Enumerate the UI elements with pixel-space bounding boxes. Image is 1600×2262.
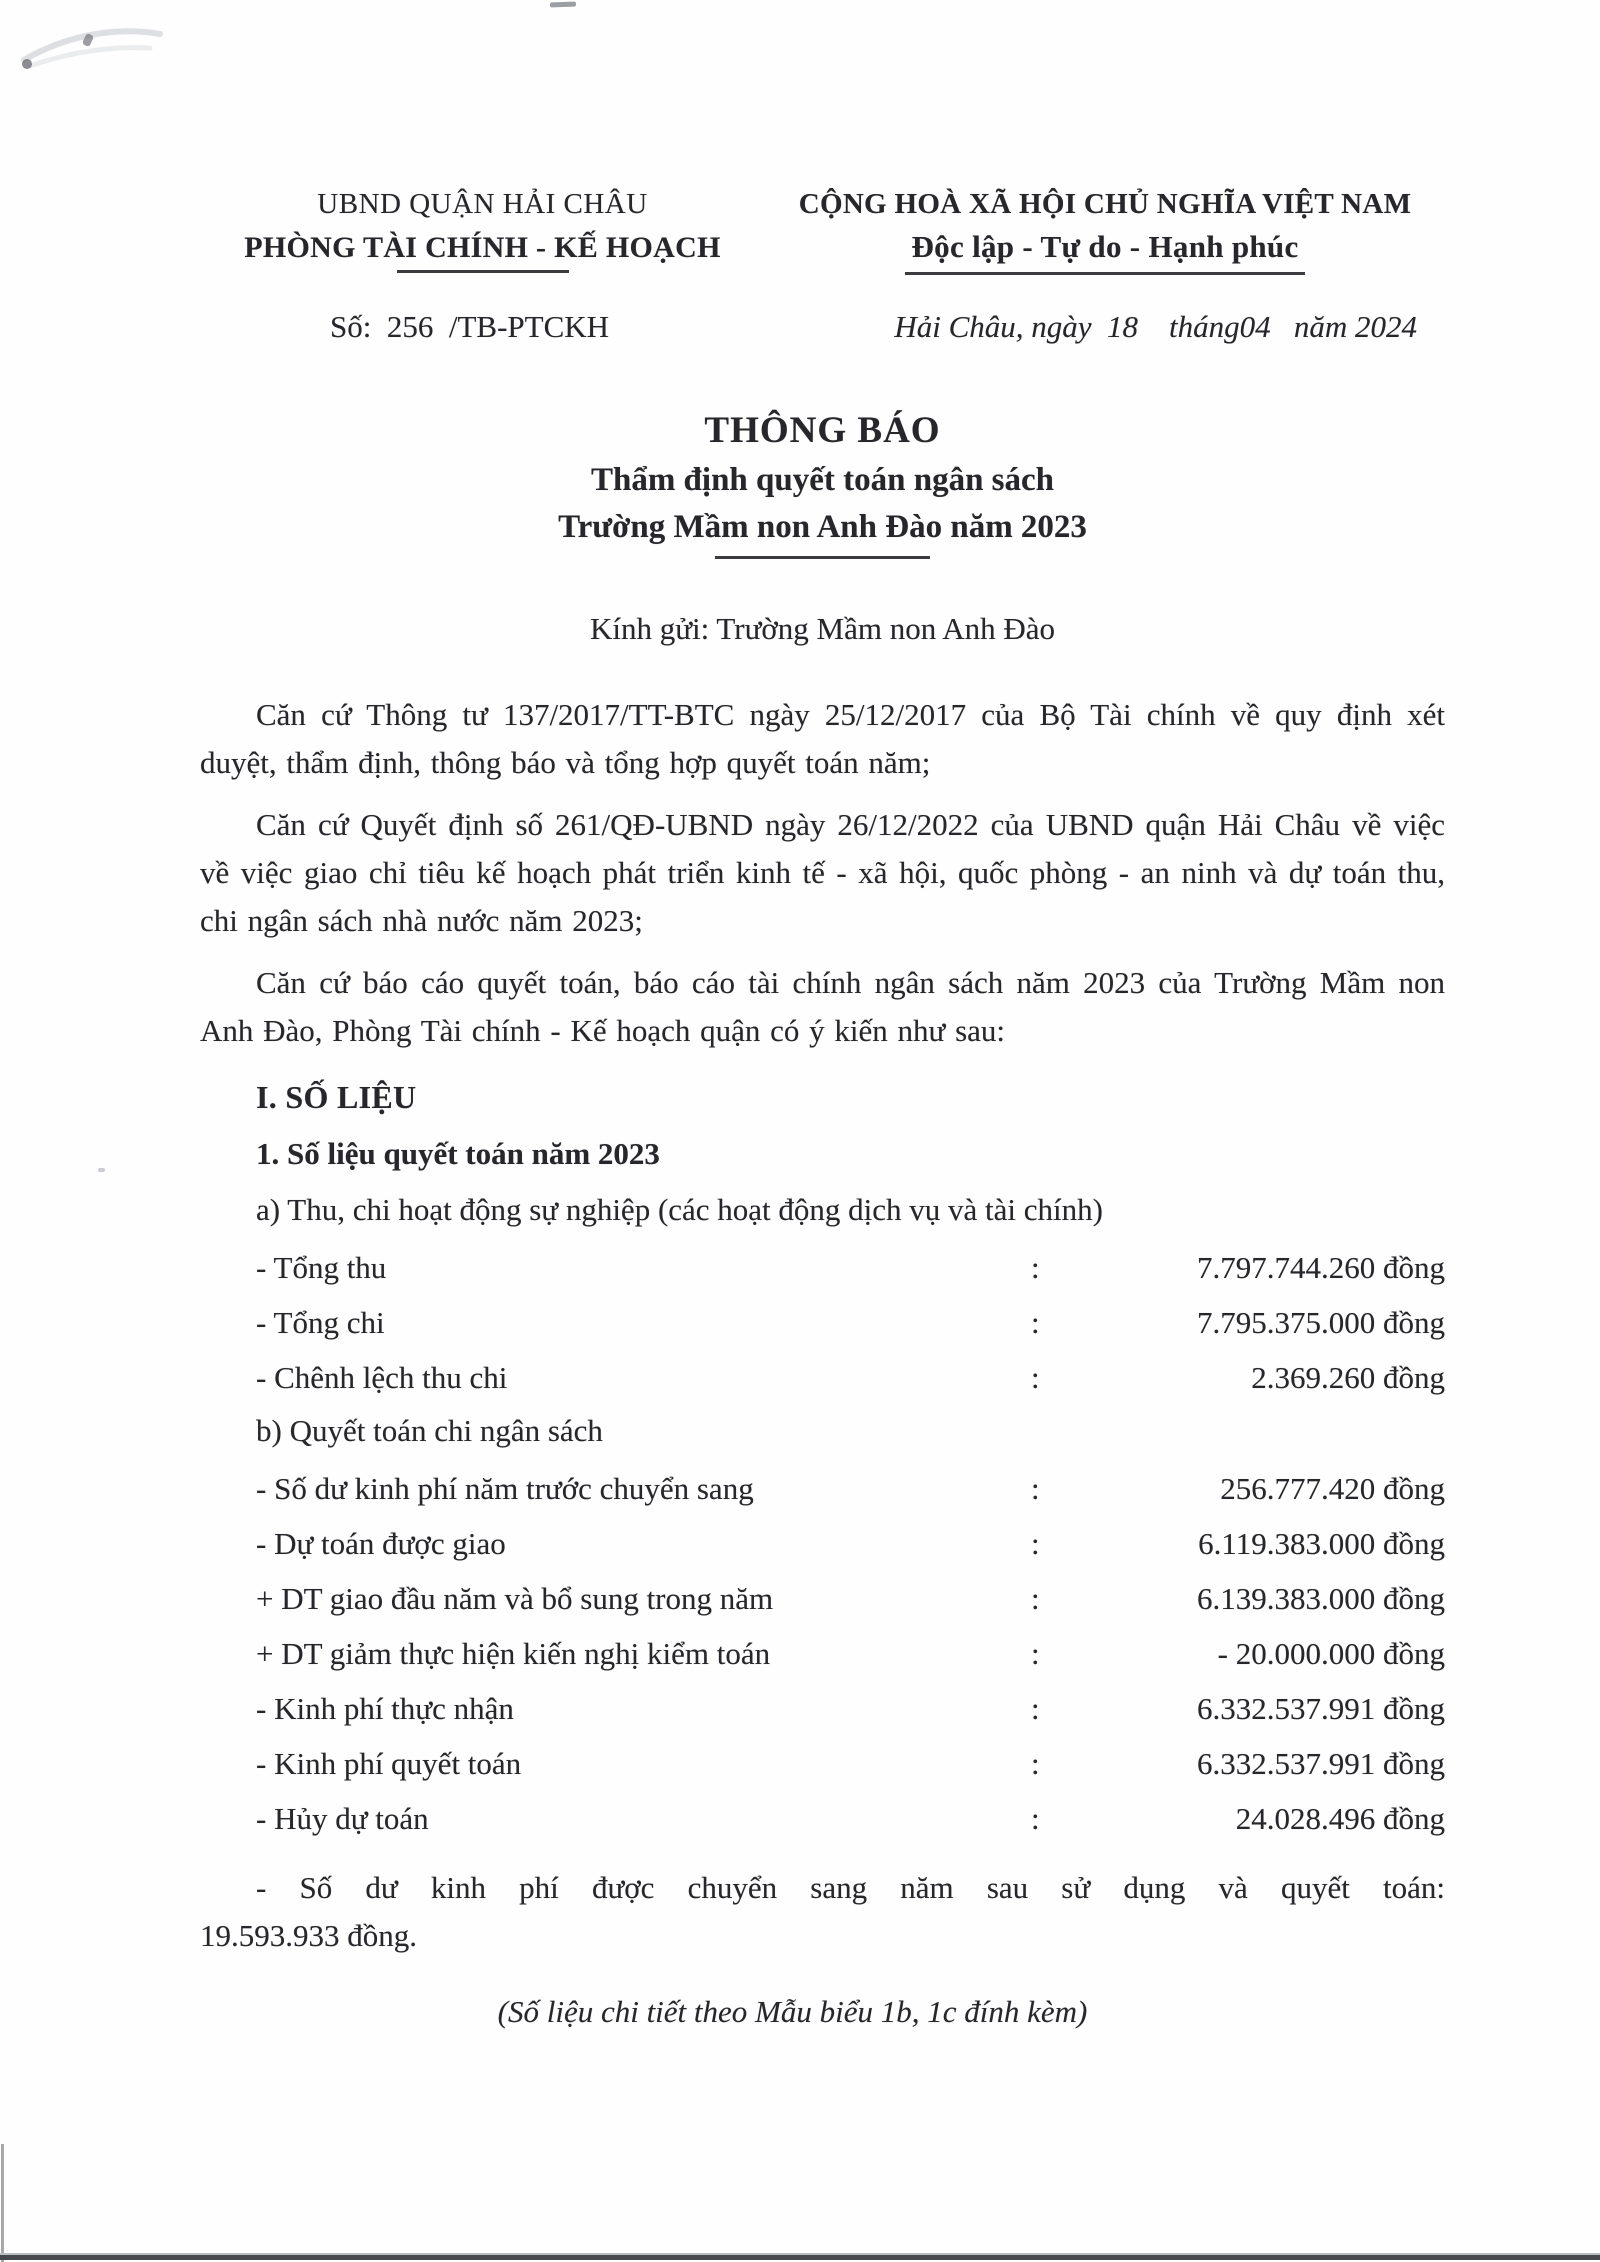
row-label: - Kinh phí quyết toán bbox=[256, 1746, 522, 1781]
row-value: 6.332.537.991 đồng bbox=[1197, 1691, 1445, 1726]
data-row bbox=[200, 1362, 1445, 1393]
data-row bbox=[200, 1307, 1445, 1338]
row-label: - Kinh phí thực nhận bbox=[256, 1691, 514, 1726]
row-value: 24.028.496 đồng bbox=[1235, 1801, 1445, 1836]
item-a-heading: a) Thu, chi hoạt động sự nghiệp (các hoạt động dịch vụ và tài chính) bbox=[256, 1192, 1103, 1227]
data-row bbox=[200, 1693, 1445, 1724]
scan-edge-left bbox=[1, 2144, 4, 2262]
row-value: 6.139.383.000 đồng bbox=[1197, 1581, 1445, 1616]
data-row bbox=[200, 1473, 1445, 1504]
scan-artifact-speck bbox=[98, 1168, 105, 1172]
national-motto-block bbox=[765, 188, 1445, 275]
row-label: + DT giao đầu năm và bổ sung trong năm bbox=[256, 1581, 774, 1616]
row-colon: : bbox=[1031, 1471, 1040, 1506]
scan-artifact-top-dash bbox=[550, 2, 576, 8]
national-motto: Độc lập - Tự do - Hạnh phúc bbox=[911, 229, 1299, 264]
row-colon: : bbox=[1031, 1801, 1040, 1836]
row-label: - Số dư kinh phí năm trước chuyển sang bbox=[256, 1471, 754, 1506]
document-subtitle-2: Trường Mầm non Anh Đào năm 2023 bbox=[558, 509, 1087, 545]
title-underline bbox=[715, 556, 930, 559]
row-label: + DT giảm thực hiện kiến nghị kiểm toán bbox=[256, 1636, 771, 1671]
place-and-date: Hải Châu, ngày 18 tháng04 năm 2024 bbox=[894, 309, 1417, 344]
salutation-line: Kính gửi: Trường Mầm non Anh Đào bbox=[589, 611, 1056, 646]
subsection-heading: 1. Số liệu quyết toán năm 2023 bbox=[256, 1136, 660, 1171]
data-row bbox=[200, 1748, 1445, 1779]
data-row bbox=[200, 1583, 1445, 1614]
data-row bbox=[200, 1252, 1445, 1283]
attachment-note: (Số liệu chi tiết theo Mẫu biểu 1b, 1c đính kèm) bbox=[497, 1994, 1088, 2029]
parent-agency-name: UBND QUẬN HẢI CHÂU bbox=[317, 188, 648, 220]
legal-basis-paragraph: Căn cứ báo cáo quyết toán, báo cáo tài chính ngân sách năm 2023 của Trường Mầm non Anh Đào, Phòng Tài chính - Kế hoạch quận có ý kiến như sau: bbox=[200, 965, 1445, 1048]
agency-underline bbox=[397, 270, 569, 273]
data-row bbox=[200, 1638, 1445, 1669]
reference-row bbox=[200, 309, 1445, 345]
closing-paragraph bbox=[200, 1864, 1445, 1960]
row-value: - 20.000.000 đồng bbox=[1217, 1636, 1445, 1671]
item-b-heading: b) Quyết toán chi ngân sách bbox=[256, 1413, 603, 1448]
legal-basis-paragraph: Căn cứ Quyết định số 261/QĐ-UBND ngày 26/12/2022 của UBND quận Hải Châu về việc về việc giao chỉ tiêu kế hoạch phát triển kinh tế - xã hội, quốc phòng - an ninh và dự toán thu, chi ngân sách nhà nước năm 2023; bbox=[200, 807, 1445, 938]
section-heading: I. SỐ LIỆU bbox=[256, 1079, 417, 1115]
row-colon: : bbox=[1031, 1636, 1040, 1671]
issuing-agency-name: PHÒNG TÀI CHÍNH - KẾ HOẠCH bbox=[244, 231, 721, 264]
row-colon: : bbox=[1031, 1305, 1040, 1340]
row-colon: : bbox=[1031, 1526, 1040, 1561]
row-colon: : bbox=[1031, 1691, 1040, 1726]
data-row bbox=[200, 1528, 1445, 1559]
row-value: 7.797.744.260 đồng bbox=[1197, 1250, 1445, 1285]
issuing-agency-block bbox=[200, 188, 765, 275]
row-label: - Chênh lệch thu chi bbox=[256, 1360, 508, 1395]
row-colon: : bbox=[1031, 1250, 1040, 1285]
row-label: - Tổng thu bbox=[256, 1250, 387, 1285]
data-row bbox=[200, 1803, 1445, 1834]
row-colon: : bbox=[1031, 1746, 1040, 1781]
row-value: 2.369.260 đồng bbox=[1251, 1360, 1445, 1395]
row-colon: : bbox=[1031, 1360, 1040, 1395]
row-label: - Dự toán được giao bbox=[256, 1526, 506, 1561]
document-header bbox=[200, 188, 1445, 275]
document-subtitle-1: Thẩm định quyết toán ngân sách bbox=[590, 462, 1055, 498]
row-colon: : bbox=[1031, 1581, 1040, 1616]
scan-edge-bottom bbox=[0, 2255, 1600, 2260]
row-label: - Hủy dự toán bbox=[256, 1801, 429, 1836]
motto-underline bbox=[905, 272, 1305, 275]
row-value: 6.332.537.991 đồng bbox=[1197, 1746, 1445, 1781]
pencil-scribble-mark bbox=[10, 8, 180, 98]
title-block bbox=[200, 409, 1445, 559]
legal-basis-paragraph: Căn cứ Thông tư 137/2017/TT-BTC ngày 25/12/2017 của Bộ Tài chính về quy định xét duyệt, thẩm định, thông báo và tổng hợp quyết toán năm; bbox=[200, 697, 1445, 780]
national-title: CỘNG HOÀ XÃ HỘI CHỦ NGHĨA VIỆT NAM bbox=[798, 188, 1412, 220]
document-number: Số: 256 /TB-PTCKH bbox=[330, 309, 610, 344]
row-value: 6.119.383.000 đồng bbox=[1198, 1526, 1445, 1561]
closing-line-1: - Số dư kinh phí được chuyển sang năm sau sử dụng và quyết toán: bbox=[256, 1870, 1445, 1905]
row-label: - Tổng chi bbox=[256, 1305, 385, 1340]
document-title: THÔNG BÁO bbox=[704, 410, 941, 451]
row-value: 7.795.375.000 đồng bbox=[1197, 1305, 1445, 1340]
row-value: 256.777.420 đồng bbox=[1220, 1471, 1445, 1506]
closing-line-2: 19.593.933 đồng. bbox=[200, 1918, 417, 1953]
